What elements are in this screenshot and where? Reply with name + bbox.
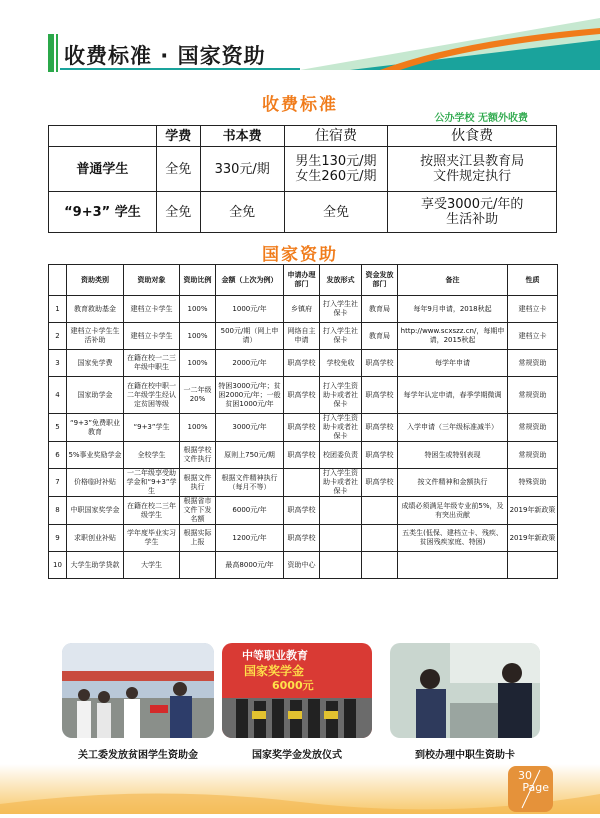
aid-cell: 8: [49, 497, 67, 525]
aid-cell: 常规资助: [508, 414, 558, 442]
aid-cell: 建档立卡学生: [124, 323, 180, 350]
aid-cell: 建档立卡学生: [124, 296, 180, 323]
banner-line1: 中等职业教育: [242, 649, 308, 662]
aid-cell: 学校免收: [320, 350, 362, 377]
aid-cell: 2019年新政策: [508, 497, 558, 525]
aid-cell: 2: [49, 323, 67, 350]
aid-cell: [180, 552, 216, 579]
aid-cell: [320, 552, 362, 579]
aid-cell: [320, 525, 362, 552]
aid-cell: 全校学生: [124, 442, 180, 469]
aid-cell: 100%: [180, 414, 216, 442]
fee-food: [388, 192, 557, 233]
aid-cell: 职高学校: [284, 350, 320, 377]
aid-cell: 2019年新政策: [508, 525, 558, 552]
aid-cell: 职高学校: [284, 414, 320, 442]
fee-header-food: 伙食费: [388, 126, 557, 147]
aid-table-row: [49, 323, 558, 350]
fee-note: 公办学校 无额外收费: [434, 113, 528, 124]
aid-cell: 建档立卡: [508, 323, 558, 350]
photo-aid-ceremony: [62, 643, 214, 738]
aid-header-cell: 金额（上次为例）: [216, 265, 284, 296]
aid-table-row: [49, 442, 558, 469]
aid-cell: 价格临时补贴: [67, 469, 124, 497]
aid-cell: 资助中心: [284, 552, 320, 579]
aid-cell: 职高学校: [362, 350, 398, 377]
aid-cell: 每年9月申请，2018秋起: [398, 296, 508, 323]
aid-cell: 最高8000元/年: [216, 552, 284, 579]
aid-cell: 6: [49, 442, 67, 469]
aid-cell: 特困3000元/年；贫困2000元/年；一般贫困1000元/年: [216, 377, 284, 414]
aid-cell: 7: [49, 469, 67, 497]
aid-table-row: [49, 552, 558, 579]
aid-cell: 根据实际上报: [180, 525, 216, 552]
aid-cell: 100%: [180, 323, 216, 350]
aid-cell: 2000元/年: [216, 350, 284, 377]
aid-cell: [398, 552, 508, 579]
aid-cell: 4: [49, 377, 67, 414]
aid-cell: 1000元/年: [216, 296, 284, 323]
aid-cell: 打入学生社保卡: [320, 296, 362, 323]
aid-cell: [508, 552, 558, 579]
aid-cell: 成绩必须满足年级专业前5%，及有突出贡献: [398, 497, 508, 525]
aid-cell: 学年度毕业实习学生: [124, 525, 180, 552]
aid-header-cell: 备注: [398, 265, 508, 296]
aid-cell: “9+3”学生: [124, 414, 180, 442]
aid-header-cell: [49, 265, 67, 296]
aid-cell: 在籍在校一二三年级中职生: [124, 350, 180, 377]
aid-cell: 教育救助基金: [67, 296, 124, 323]
aid-cell: 1200元/年: [216, 525, 284, 552]
aid-cell: 根据文件精神执行（每月不等）: [216, 469, 284, 497]
aid-header-row: [49, 265, 558, 296]
banner-line3: 6000元: [272, 679, 314, 692]
aid-cell: 根据文件执行: [180, 469, 216, 497]
fee-section-title: 收费标准: [262, 95, 338, 115]
aid-table-row: [49, 350, 558, 377]
aid-cell: 网络自主申请: [284, 323, 320, 350]
fee-lodging: 全免: [284, 192, 388, 233]
aid-header-cell: 资金发放部门: [362, 265, 398, 296]
aid-cell: [362, 552, 398, 579]
aid-table-row: [49, 525, 558, 552]
fee-row: [49, 192, 557, 233]
aid-cell: [362, 497, 398, 525]
aid-cell: 常规资助: [508, 442, 558, 469]
photo-card-service-image: [390, 643, 540, 738]
fee-food-line2: 文件规定执行: [433, 169, 512, 184]
aid-cell: 9: [49, 525, 67, 552]
aid-cell: 职高学校: [284, 497, 320, 525]
aid-cell: 根据省市文件下发名额: [180, 497, 216, 525]
fee-header-books: 书本费: [200, 126, 284, 147]
aid-cell: 1: [49, 296, 67, 323]
aid-table: [48, 264, 558, 579]
aid-cell: 6000元/年: [216, 497, 284, 525]
aid-cell: 常规资助: [508, 350, 558, 377]
aid-cell: 每学年申请: [398, 350, 508, 377]
aid-section-title: 国家资助: [262, 245, 338, 265]
aid-cell: 每学年认定申请，春季学期微调: [398, 377, 508, 414]
aid-cell: 教育局: [362, 323, 398, 350]
fee-row-label: 普通学生: [49, 147, 157, 192]
aid-cell: 3: [49, 350, 67, 377]
aid-cell: 五类生(低保、建档立卡、残疾、贫困残疾家庭、特困): [398, 525, 508, 552]
fee-lodging: [284, 147, 388, 192]
aid-cell: 职高学校: [284, 525, 320, 552]
fee-table: [48, 125, 557, 233]
page-title: 收费标准 · 国家资助: [64, 44, 266, 68]
aid-header-cell: 性质: [508, 265, 558, 296]
photo-caption: 国家奖学金发放仪式: [252, 750, 342, 761]
aid-cell: 职高学校: [362, 469, 398, 497]
aid-cell: 建档立卡学生生活补助: [67, 323, 124, 350]
photo-card-service: [390, 643, 540, 738]
fee-books: 330元/期: [200, 147, 284, 192]
aid-cell: 大学生: [124, 552, 180, 579]
aid-cell: [320, 497, 362, 525]
aid-cell: 特困生或特别表现: [398, 442, 508, 469]
aid-cell: 原则上750元/期: [216, 442, 284, 469]
fee-header-lodging: 住宿费: [284, 126, 388, 147]
aid-header-cell: 发放形式: [320, 265, 362, 296]
aid-cell: http://www.scxszz.cn/，每期申请，2015秋起: [398, 323, 508, 350]
aid-cell: 国家免学费: [67, 350, 124, 377]
fee-food: [388, 147, 557, 192]
aid-cell: 3000元/年: [216, 414, 284, 442]
aid-cell: 乡镇府: [284, 296, 320, 323]
fee-header-row: [49, 126, 557, 147]
aid-table-row: [49, 377, 558, 414]
aid-cell: 5: [49, 414, 67, 442]
aid-table-row: [49, 296, 558, 323]
fee-header-blank: [49, 126, 157, 147]
aid-cell: 500元/期（网上申请）: [216, 323, 284, 350]
aid-cell: 职高学校: [362, 414, 398, 442]
aid-cell: 中职国家奖学金: [67, 497, 124, 525]
aid-cell: 大学生助学贷款: [67, 552, 124, 579]
aid-cell: 职高学校: [362, 442, 398, 469]
fee-books: 全免: [200, 192, 284, 233]
aid-cell: 打入学生资助卡或者社保卡: [320, 414, 362, 442]
photo-aid-ceremony-image: [62, 643, 214, 738]
banner-line2: 国家奖学金: [244, 664, 305, 678]
aid-cell: 在籍在校中职一二年级学生经认定贫困等级: [124, 377, 180, 414]
page-label: Page: [522, 781, 549, 794]
aid-header-cell: 申请办理部门: [284, 265, 320, 296]
aid-table-row: [49, 414, 558, 442]
fee-tuition: 全免: [156, 147, 200, 192]
aid-header-cell: 资助比例: [180, 265, 216, 296]
fee-tuition: 全免: [156, 192, 200, 233]
fee-row: [49, 147, 557, 192]
aid-cell: 打入学生资助卡或者社保卡: [320, 469, 362, 497]
aid-table-row: [49, 497, 558, 525]
aid-header-cell: 资助对象: [124, 265, 180, 296]
fee-row-label: “9+3” 学生: [49, 192, 157, 233]
aid-cell: 职高学校: [284, 442, 320, 469]
aid-cell: 100%: [180, 296, 216, 323]
aid-cell: 建档立卡: [508, 296, 558, 323]
page-number: [508, 770, 553, 794]
fee-food-line2: 生活补助: [446, 212, 499, 227]
photo-caption: 关工委发放贫困学生资助金: [78, 750, 198, 761]
aid-cell: 职高学校: [362, 377, 398, 414]
aid-cell: 一二年级享受助学金和“9+3”学生: [124, 469, 180, 497]
aid-table-row: [49, 469, 558, 497]
fee-food-line1: 享受3000元/年的: [420, 197, 524, 212]
aid-cell: “9+3”免费职业教育: [67, 414, 124, 442]
aid-cell: 在籍在校二三年级学生: [124, 497, 180, 525]
photo-scholarship: [222, 643, 372, 738]
aid-cell: [284, 469, 320, 497]
aid-cell: 打入学生社保卡: [320, 323, 362, 350]
aid-cell: 职高学校: [284, 377, 320, 414]
aid-cell: 按文件精神和金额执行: [398, 469, 508, 497]
aid-cell: 常规资助: [508, 377, 558, 414]
fee-lodging-female: 女生260元/期: [295, 169, 377, 184]
aid-cell: 打入学生资助卡或者社保卡: [320, 377, 362, 414]
aid-cell: 求职创业补贴: [67, 525, 124, 552]
photo-scholarship-image: [222, 643, 372, 738]
aid-cell: [362, 525, 398, 552]
page-number-value: 30: [518, 769, 532, 782]
aid-cell: 10: [49, 552, 67, 579]
fee-food-line1: 按照夹江县教育局: [420, 154, 525, 169]
fee-lodging-male: 男生130元/期: [295, 154, 377, 169]
aid-cell: 一二年级20%: [180, 377, 216, 414]
aid-cell: 100%: [180, 350, 216, 377]
aid-header-cell: 资助类别: [67, 265, 124, 296]
aid-cell: 教育局: [362, 296, 398, 323]
aid-cell: 特殊资助: [508, 469, 558, 497]
fee-header-tuition: 学费: [156, 126, 200, 147]
page-header: [0, 0, 600, 72]
photo-caption: 到校办理中职生资助卡: [415, 750, 515, 761]
aid-cell: 入学申请（三年级标准减半）: [398, 414, 508, 442]
aid-cell: 5%事业奖励学金: [67, 442, 124, 469]
aid-cell: 根据学校文件执行: [180, 442, 216, 469]
aid-cell: 国家助学金: [67, 377, 124, 414]
aid-cell: 校团委负责: [320, 442, 362, 469]
